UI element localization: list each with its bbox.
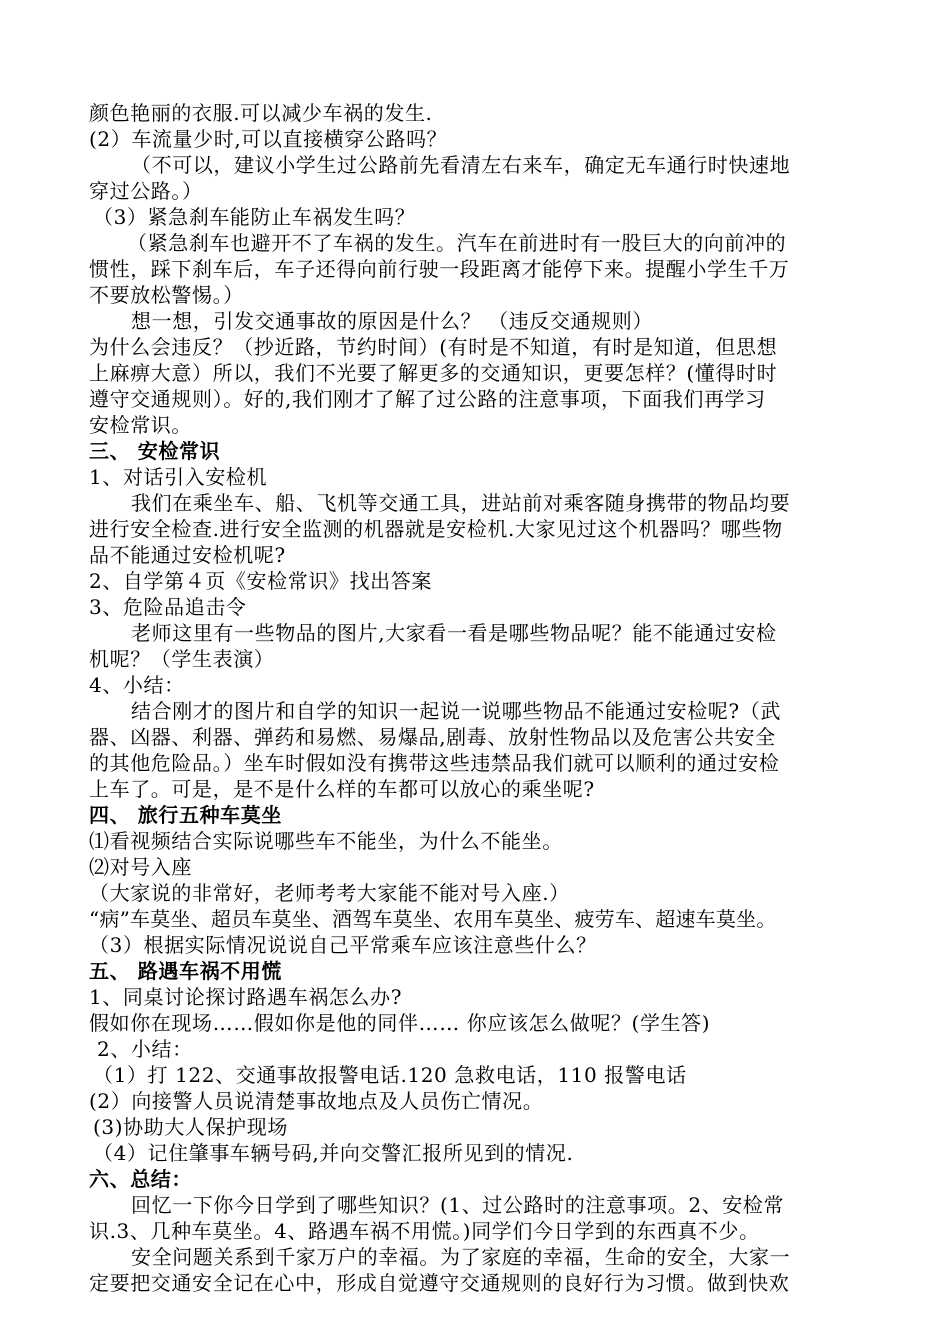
text-line: 上麻痹大意）所以，我们不光要了解更多的交通知识，更要怎样？(懂得时时 [89, 361, 778, 385]
subheading: 4、小结： [89, 673, 185, 697]
text-line: 进行安全检查.进行安全监测的机器就是安检机.大家见过这个机器吗？哪些物 [89, 517, 783, 541]
list-item: （1）打 122、交通事故报警电话.120 急救电话，110 报警电话 [93, 1063, 687, 1087]
text-line: 假如你在现场……假如你是他的同伴…… 你应该怎么做呢？(学生答) [89, 1011, 711, 1035]
text-line: 识.3、几种车莫坐。4、路遇车祸不用慌。)同学们今日学到的东西真不少。 [89, 1219, 760, 1243]
section-heading: 五、 路遇车祸不用慌 [89, 959, 282, 983]
text-line: 遵守交通规则）。好的,我们刚才了解了过公路的注意事项，下面我们再学习 [89, 387, 766, 411]
list-item: ⑴看视频结合实际说哪些车不能坐，为什么不能坐。 [89, 829, 563, 853]
text-line: 器、凶器、利器、弹药和易燃、易爆品,剧毒、放射性物品以及危害公共安全 [89, 725, 776, 749]
text-line: 回忆一下你今日学到了哪些知识？(1、过公路时的注意事项。2、安检常 [131, 1193, 785, 1217]
text-line: 老师这里有一些物品的图片,大家看一看是哪些物品呢？能不能通过安检 [131, 621, 777, 645]
text-line: 穿过公路。） [89, 179, 203, 203]
text-line: 上车了。可是，是不是什么样的车都可以放心的乘坐呢? [89, 777, 595, 801]
text-line: 安全问题关系到千家万户的幸福。为了家庭的幸福，生命的安全，大家一 [131, 1245, 791, 1269]
text-line: 安检常识。 [89, 413, 192, 437]
list-item: (3)协助大人保护现场 [93, 1115, 288, 1139]
section-heading: 四、 旅行五种车莫坐 [89, 803, 282, 827]
list-item: ⑵对号入座 [89, 855, 192, 879]
text-line: 我们在乘坐车、船、飞机等交通工具，进站前对乘客随身携带的物品均要 [131, 491, 791, 515]
answer-line: （不可以，建议小学生过公路前先看清左右来车，确定无车通行时快速地 [131, 153, 791, 177]
text-line: 不要放松警惕。） [89, 283, 244, 307]
question-line: （3）紧急刹车能防止车祸发生吗？ [93, 205, 416, 229]
subheading: 2、小结： [97, 1037, 193, 1061]
subheading: 3、危险品追击令 [89, 595, 247, 619]
section-heading: 三、 安检常识 [89, 439, 221, 463]
list-item: （4）记住肇事车辆号码,并向交警汇报所见到的情况. [93, 1141, 574, 1165]
subheading: 2、自学第４页《安检常识》找出答案 [89, 569, 432, 593]
text-line: 想一想，引发交通事故的原因是什么？ （违反交通规则） [131, 309, 653, 333]
list-item: (2）向接警人员说清楚事故地点及人员伤亡情况。 [89, 1089, 544, 1113]
answer-line: （紧急刹车也避开不了车祸的发生。汽车在前进时有一股巨大的向前冲的 [127, 231, 787, 255]
text-line: 品不能通过安检机呢? [89, 543, 286, 567]
text-line: 定要把交通安全记在心中，形成自觉遵守交通规则的良好行为习惯。做到快欢 [89, 1271, 790, 1295]
text-line: 机呢？（学生表演） [89, 647, 275, 671]
text-line: 惯性，踩下刹车后，车子还得向前行驶一段距离才能停下来。提醒小学生千万 [89, 257, 790, 281]
text-line: （大家说的非常好，老师考考大家能不能对号入座.） [89, 881, 570, 905]
subheading: 1、对话引入安检机 [89, 465, 268, 489]
text-line: 结合刚才的图片和自学的知识一起说一说哪些物品不能通过安检呢?（武 [131, 699, 781, 723]
list-item: （3）根据实际情况说说自己平常乘车应该注意些什么？ [89, 933, 597, 957]
subheading: 1、同桌讨论探讨路遇车祸怎么办? [89, 985, 403, 1009]
text-line: 的其他危险品。）坐车时假如没有携带这些违禁品我们就可以顺利的通过安检 [89, 751, 780, 775]
section-heading: 六、总结： [89, 1167, 192, 1191]
text-line: 颜色艳丽的衣服.可以减少车祸的发生. [89, 101, 433, 125]
text-line: “病”车莫坐、超员车莫坐、酒驾车莫坐、农用车莫坐、疲劳车、超速车莫坐。 [89, 907, 777, 931]
text-line: 为什么会违反？（抄近路，节约时间）(有时是不知道，有时是知道，但思想 [89, 335, 778, 359]
question-line: (2）车流量少时,可以直接横穿公路吗？ [89, 127, 448, 151]
